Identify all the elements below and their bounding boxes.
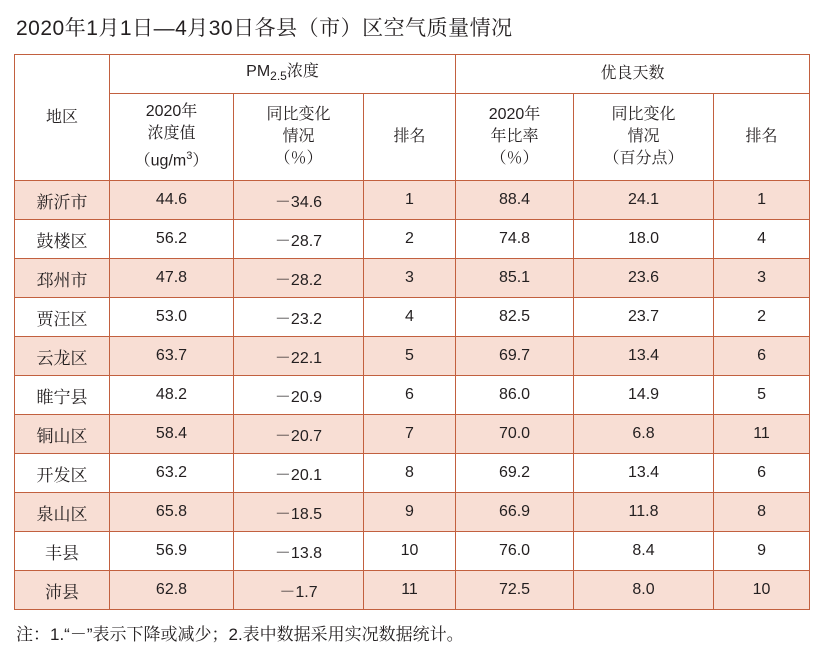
cell-pm25-change: －28.7 [234, 220, 364, 259]
header-days-change-line2: 情况 [627, 128, 660, 145]
cell-pm25-value: 53.0 [110, 298, 234, 337]
header-pm25-suffix: 浓度 [286, 62, 319, 80]
cell-pm25-change: －34.6 [234, 181, 364, 220]
table-row [15, 571, 810, 610]
cell-days-change: 6.8 [574, 415, 714, 454]
cell-pm25-rank: 8 [364, 454, 456, 493]
cell-pm25-rank: 4 [364, 298, 456, 337]
cell-region: 睢宁县 [15, 376, 110, 415]
cell-region: 鼓楼区 [15, 220, 110, 259]
cell-days-rank: 3 [714, 259, 810, 298]
header-pm25-value-line2: 浓度值 [147, 125, 196, 143]
cell-days-rate: 82.5 [456, 298, 574, 337]
cell-days-change: 13.4 [574, 337, 714, 376]
cell-days-rate: 88.4 [456, 181, 574, 220]
cell-pm25-value: 56.9 [110, 532, 234, 571]
cell-days-change: 8.0 [574, 571, 714, 610]
header-pm25-value-line3 [110, 145, 233, 172]
cell-days-change: 11.8 [574, 493, 714, 532]
table-row [15, 493, 810, 532]
cell-pm25-change: －20.7 [234, 415, 364, 454]
table-row [15, 415, 810, 454]
cell-pm25-value: 48.2 [110, 376, 234, 415]
cell-pm25-change: －28.2 [234, 259, 364, 298]
cell-region: 开发区 [15, 454, 110, 493]
table-body [15, 181, 810, 610]
cell-pm25-value: 58.4 [110, 415, 234, 454]
cell-pm25-rank: 10 [364, 532, 456, 571]
cell-days-change: 13.4 [574, 454, 714, 493]
cell-days-change: 24.1 [574, 181, 714, 220]
cell-days-rank: 2 [714, 298, 810, 337]
cell-region: 丰县 [15, 532, 110, 571]
cell-pm25-value: 63.7 [110, 337, 234, 376]
cell-days-rank: 8 [714, 493, 810, 532]
cell-pm25-rank: 1 [364, 181, 456, 220]
table-row [15, 376, 810, 415]
table-row [15, 454, 810, 493]
cell-pm25-change: －18.5 [234, 493, 364, 532]
table-header [15, 55, 810, 181]
header-pm25-unit-open: （ug/m [134, 152, 187, 170]
cell-region: 云龙区 [15, 337, 110, 376]
cell-days-rate: 69.2 [456, 454, 574, 493]
table-row [15, 181, 810, 220]
cell-days-rate: 86.0 [456, 376, 574, 415]
cell-days-rate: 69.7 [456, 337, 574, 376]
header-days-rank: 排名 [714, 94, 810, 181]
cell-days-change: 14.9 [574, 376, 714, 415]
table-row [15, 259, 810, 298]
header-pm25-value-line1: 2020年 [145, 103, 198, 121]
header-days-rate [456, 94, 574, 181]
cell-days-rank: 1 [714, 181, 810, 220]
air-quality-table [14, 54, 810, 610]
cell-days-change: 23.6 [574, 259, 714, 298]
cell-days-rate: 85.1 [456, 259, 574, 298]
header-days-change-line3: （百分点） [603, 150, 684, 167]
header-pm25-value [110, 94, 234, 181]
header-pm25-unit-exponent: 3 [186, 150, 193, 163]
cell-pm25-change: －22.1 [234, 337, 364, 376]
table-row [15, 337, 810, 376]
cell-days-rank: 9 [714, 532, 810, 571]
cell-days-change: 23.7 [574, 298, 714, 337]
cell-pm25-value: 56.2 [110, 220, 234, 259]
cell-days-rate: 74.8 [456, 220, 574, 259]
cell-pm25-value: 47.8 [110, 259, 234, 298]
cell-days-rank: 4 [714, 220, 810, 259]
header-region: 地区 [15, 55, 110, 181]
cell-pm25-change: －13.8 [234, 532, 364, 571]
cell-days-change: 18.0 [574, 220, 714, 259]
cell-pm25-rank: 2 [364, 220, 456, 259]
cell-pm25-rank: 9 [364, 493, 456, 532]
cell-pm25-change: －20.9 [234, 376, 364, 415]
table-note: 注：1.“－”表示下降或减少；2.表中数据采用实况数据统计。 [16, 625, 464, 644]
header-days-change-line1: 同比变化 [611, 106, 676, 123]
page-title: 2020年1月1日—4月30日各县（市）区空气质量情况 [16, 17, 513, 40]
cell-days-rank: 6 [714, 454, 810, 493]
header-days-rate-line1: 2020年 [488, 106, 541, 123]
header-pm25-group [110, 55, 456, 94]
table-row [15, 532, 810, 571]
cell-days-rate: 70.0 [456, 415, 574, 454]
header-pm25-change [234, 94, 364, 181]
header-pm25-change-line3: （％） [274, 150, 323, 167]
header-days-rate-line3: （％） [490, 150, 539, 167]
header-days-rate-line2: 年比率 [490, 128, 539, 145]
cell-region: 新沂市 [15, 181, 110, 220]
cell-pm25-rank: 5 [364, 337, 456, 376]
cell-days-rate: 72.5 [456, 571, 574, 610]
header-pm25-subscript: 2.5 [270, 69, 287, 84]
cell-region: 铜山区 [15, 415, 110, 454]
cell-pm25-rank: 3 [364, 259, 456, 298]
cell-pm25-value: 44.6 [110, 181, 234, 220]
cell-pm25-value: 65.8 [110, 493, 234, 532]
header-pm25-prefix: PM [246, 62, 271, 80]
header-pm25-unit-close: ） [192, 152, 209, 170]
cell-days-rank: 11 [714, 415, 810, 454]
cell-region: 邳州市 [15, 259, 110, 298]
header-days-change [574, 94, 714, 181]
cell-days-rate: 76.0 [456, 532, 574, 571]
cell-days-rank: 5 [714, 376, 810, 415]
cell-pm25-change: －23.2 [234, 298, 364, 337]
cell-days-rank: 10 [714, 571, 810, 610]
cell-pm25-change: －1.7 [234, 571, 364, 610]
cell-pm25-change: －20.1 [234, 454, 364, 493]
cell-pm25-rank: 6 [364, 376, 456, 415]
cell-days-rate: 66.9 [456, 493, 574, 532]
table-row [15, 298, 810, 337]
header-pm25-rank: 排名 [364, 94, 456, 181]
header-pm25-change-line2: 情况 [282, 128, 315, 145]
header-good-days-group: 优良天数 [456, 55, 810, 94]
cell-days-change: 8.4 [574, 532, 714, 571]
cell-pm25-rank: 11 [364, 571, 456, 610]
cell-region: 泉山区 [15, 493, 110, 532]
cell-pm25-rank: 7 [364, 415, 456, 454]
header-pm25-change-line1: 同比变化 [266, 106, 331, 123]
cell-region: 沛县 [15, 571, 110, 610]
cell-region: 贾汪区 [15, 298, 110, 337]
cell-pm25-value: 63.2 [110, 454, 234, 493]
cell-pm25-value: 62.8 [110, 571, 234, 610]
table-row [15, 220, 810, 259]
cell-days-rank: 6 [714, 337, 810, 376]
